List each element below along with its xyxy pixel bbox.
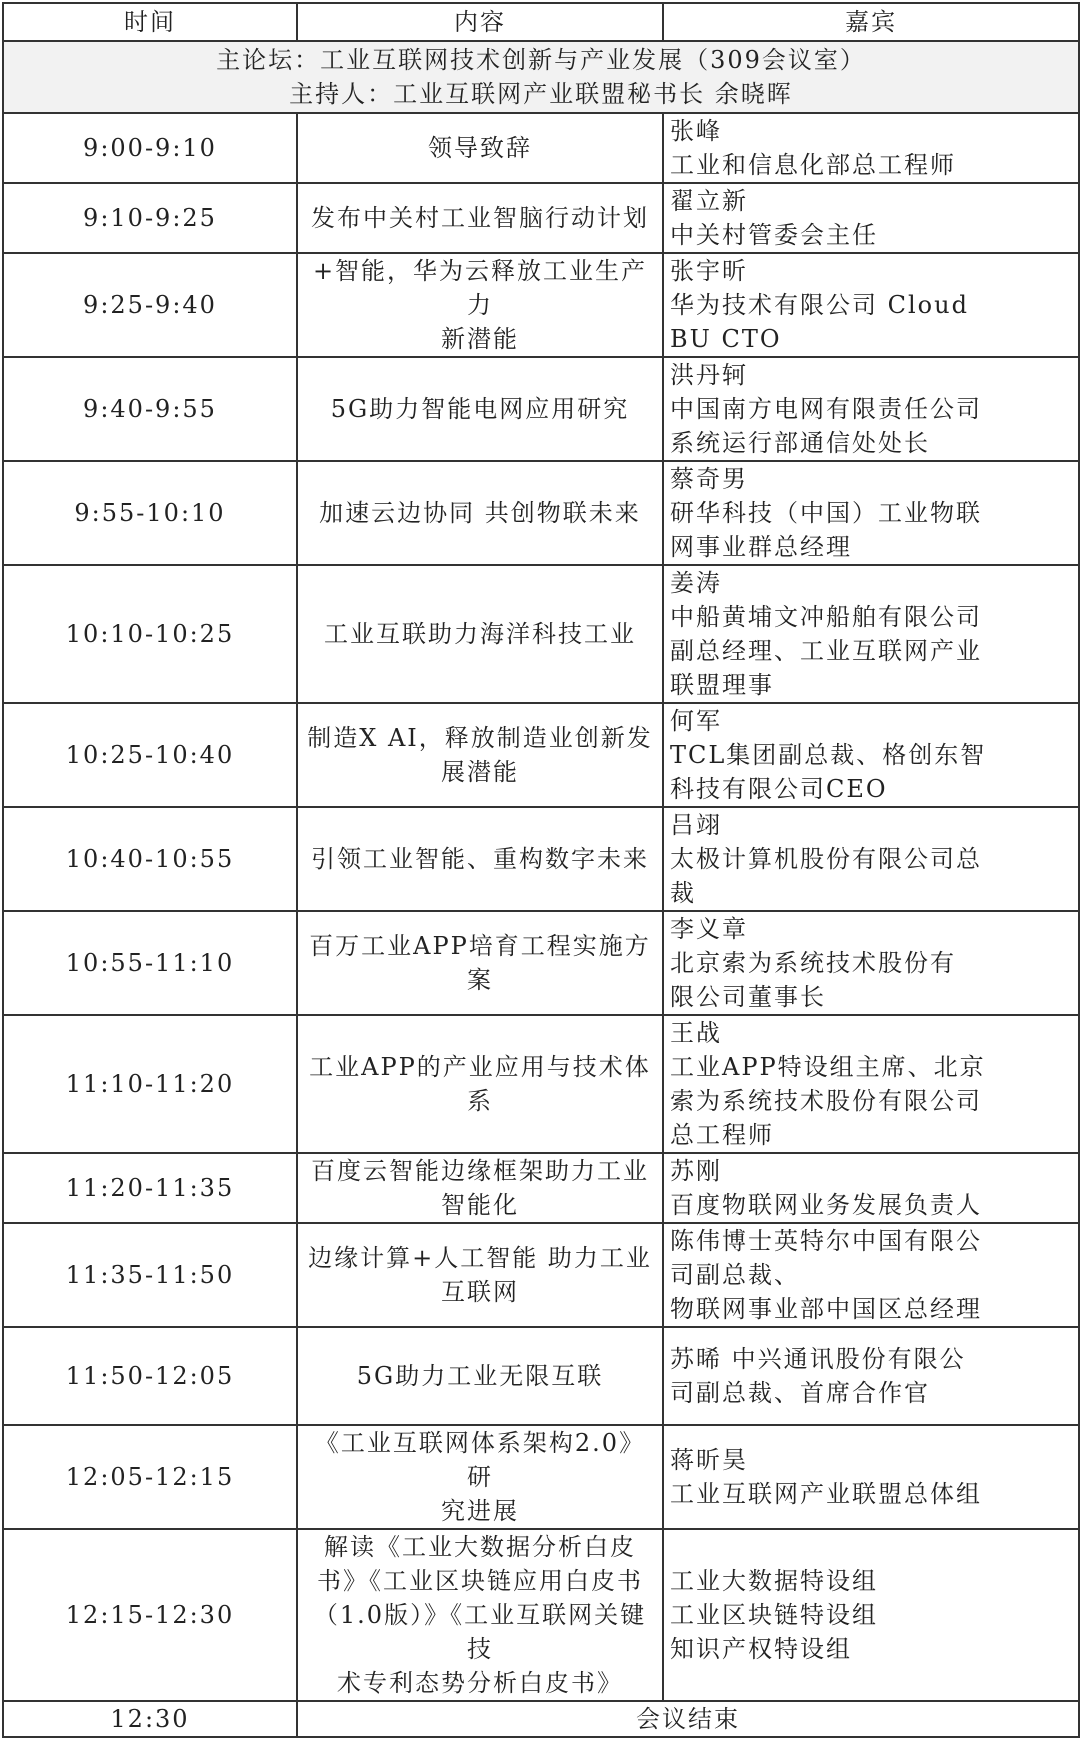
session-guest [663,1153,1079,1223]
forum-row [3,41,1079,113]
session-content [297,1529,663,1701]
session-guest-line: 中船黄埔文冲船舶有限公司 [670,603,982,631]
session-guest-line: 中国南方电网有限责任公司 [670,395,982,423]
session-content-line: 领导致辞 [428,134,532,162]
header-row [3,3,1079,41]
session-time: 10:25-10:40 [3,703,297,807]
table-row [3,183,1079,253]
session-content [297,1425,663,1529]
session-guest-line: 副总经理、工业互联网产业 [670,637,982,665]
session-content-line: 新潜能 [441,325,519,353]
session-guest-line: 陈伟博士英特尔中国有限公 [670,1227,982,1255]
forum-title: 主论坛：工业互联网技术创新与产业发展（309会议室） [216,46,866,74]
session-guest [663,703,1079,807]
session-content [297,253,663,357]
session-guest-line: 工业APP特设组主席、北京 [670,1053,986,1081]
session-content-line: 5G助力工业无限互联 [356,1362,604,1390]
session-guest-line: 裁 [670,879,696,907]
session-content-line: 互联网 [441,1278,519,1306]
table-row [3,357,1079,461]
header-guest: 嘉宾 [663,3,1079,41]
session-time: 11:50-12:05 [3,1327,297,1425]
session-content [297,807,663,911]
session-content [297,911,663,1015]
session-guest-line: 工业和信息化部总工程师 [670,151,956,179]
session-guest-line: 吕翊 [670,811,722,839]
session-guest-line: 何军 [670,707,722,735]
session-guest-line: 李义章 [670,915,748,943]
session-content-line: 百万工业APP培育工程实施方 [309,932,651,960]
session-time: 9:10-9:25 [3,183,297,253]
session-content-line: 术专利态势分析白皮书》 [337,1669,623,1697]
session-guest-line: 工业区块链特设组 [670,1601,878,1629]
session-content [297,1327,663,1425]
session-content-line: 解读《工业大数据分析白皮 [324,1533,636,1561]
session-guest-line: 百度物联网业务发展负责人 [670,1191,982,1219]
session-guest-line: 中关村管委会主任 [670,221,878,249]
session-guest-line: BU CTO [670,325,782,353]
end-row [3,1701,1079,1737]
session-time: 11:10-11:20 [3,1015,297,1153]
session-guest [663,565,1079,703]
session-content-line: 边缘计算+人工智能 助力工业 [308,1244,652,1272]
session-content-line: 究进展 [441,1497,519,1525]
session-guest-line: 联盟理事 [670,671,774,699]
table-row [3,1015,1079,1153]
session-guest [663,911,1079,1015]
table-row [3,461,1079,565]
session-guest-line: 翟立新 [670,187,748,215]
session-guest [663,357,1079,461]
session-guest-line: 工业大数据特设组 [670,1567,878,1595]
session-guest [663,1529,1079,1701]
session-guest-line: 洪丹轲 [670,361,748,389]
session-guest-line: 苏晞 中兴通讯股份有限公 [670,1345,966,1373]
session-guest-line: 研华科技（中国）工业物联 [670,499,982,527]
session-guest-line: 工业互联网产业联盟总体组 [670,1480,982,1508]
table-row [3,807,1079,911]
session-content [297,113,663,183]
session-guest [663,1327,1079,1425]
session-guest-line: 北京索为系统技术股份有 [670,949,956,977]
session-guest [663,183,1079,253]
table-row [3,1425,1079,1529]
session-content-line: 制造X AI，释放制造业创新发 [307,724,653,752]
session-guest-line: 王战 [670,1019,722,1047]
session-time: 10:40-10:55 [3,807,297,911]
session-guest-line: 姜涛 [670,569,722,597]
session-guest-line: 苏刚 [670,1157,722,1185]
session-content-line: 《工业互联网体系架构2.0》研 [314,1429,646,1491]
session-content [297,357,663,461]
table-row [3,253,1079,357]
session-time: 10:55-11:10 [3,911,297,1015]
session-guest-line: 知识产权特设组 [670,1635,852,1663]
session-content [297,1223,663,1327]
session-content-line: 引领工业智能、重构数字未来 [311,845,649,873]
session-content-line: 智能化 [441,1191,519,1219]
session-guest-line: 物联网事业部中国区总经理 [670,1295,982,1323]
session-guest-line: 总工程师 [670,1121,774,1149]
session-guest-line: TCL集团副总裁、格创东智 [670,741,987,769]
session-guest [663,807,1079,911]
session-content-line: +智能，华为云释放工业生产力 [312,257,648,319]
table-row [3,703,1079,807]
session-content-line: 5G助力智能电网应用研究 [330,395,630,423]
table-row [3,1529,1079,1701]
table-row [3,565,1079,703]
header-time: 时间 [3,3,297,41]
session-content [297,1015,663,1153]
session-guest [663,253,1079,357]
session-content-line: 百度云智能边缘框架助力工业 [311,1157,649,1185]
table-row [3,113,1079,183]
session-guest-line: 蔡奇男 [670,465,748,493]
session-guest-line: 索为系统技术股份有限公司 [670,1087,982,1115]
session-time: 10:10-10:25 [3,565,297,703]
session-guest-line: 张峰 [670,117,722,145]
session-guest-line: 限公司董事长 [670,983,826,1011]
session-guest [663,1015,1079,1153]
table-row [3,1223,1079,1327]
session-content-line: 系 [467,1087,493,1115]
session-guest-line: 司副总裁、 [670,1261,800,1289]
table-row [3,1327,1079,1425]
session-content-line: 案 [467,966,493,994]
session-guest-line: 司副总裁、首席合作官 [670,1379,930,1407]
session-guest [663,461,1079,565]
agenda-table [2,2,1080,1738]
session-guest [663,113,1079,183]
session-content [297,461,663,565]
session-time: 9:00-9:10 [3,113,297,183]
session-time: 12:05-12:15 [3,1425,297,1529]
session-guest-line: 网事业群总经理 [670,533,852,561]
session-content-line: 书》《工业区块链应用白皮书 [317,1567,643,1595]
session-guest-line: 太极计算机股份有限公司总 [670,845,982,873]
end-label: 会议结束 [297,1701,1079,1737]
session-content [297,703,663,807]
session-guest [663,1223,1079,1327]
session-time: 9:55-10:10 [3,461,297,565]
session-content-line: （1.0版）》《工业互联网关键技 [313,1601,647,1663]
session-content-line: 工业互联助力海洋科技工业 [324,620,636,648]
session-content-line: 发布中关村工业智脑行动计划 [311,204,649,232]
session-content-line: 加速云边协同 共创物联未来 [319,499,641,527]
table-row [3,911,1079,1015]
forum-host: 主持人：工业互联网产业联盟秘书长 余晓晖 [289,80,793,108]
session-guest-line: 系统运行部通信处处长 [670,429,930,457]
session-time: 12:15-12:30 [3,1529,297,1701]
session-content [297,565,663,703]
session-content [297,1153,663,1223]
session-guest-line: 华为技术有限公司 Cloud [670,291,969,319]
session-time: 11:35-11:50 [3,1223,297,1327]
session-guest-line: 科技有限公司CEO [670,775,888,803]
session-content-line: 工业APP的产业应用与技术体 [309,1053,651,1081]
end-time: 12:30 [3,1701,297,1737]
session-guest-line: 张宇昕 [670,257,748,285]
session-guest [663,1425,1079,1529]
session-time: 9:40-9:55 [3,357,297,461]
session-content-line: 展潜能 [441,758,519,786]
session-time: 11:20-11:35 [3,1153,297,1223]
session-time: 9:25-9:40 [3,253,297,357]
table-row [3,1153,1079,1223]
session-content [297,183,663,253]
session-guest-line: 蒋昕昊 [670,1446,748,1474]
header-content: 内容 [297,3,663,41]
